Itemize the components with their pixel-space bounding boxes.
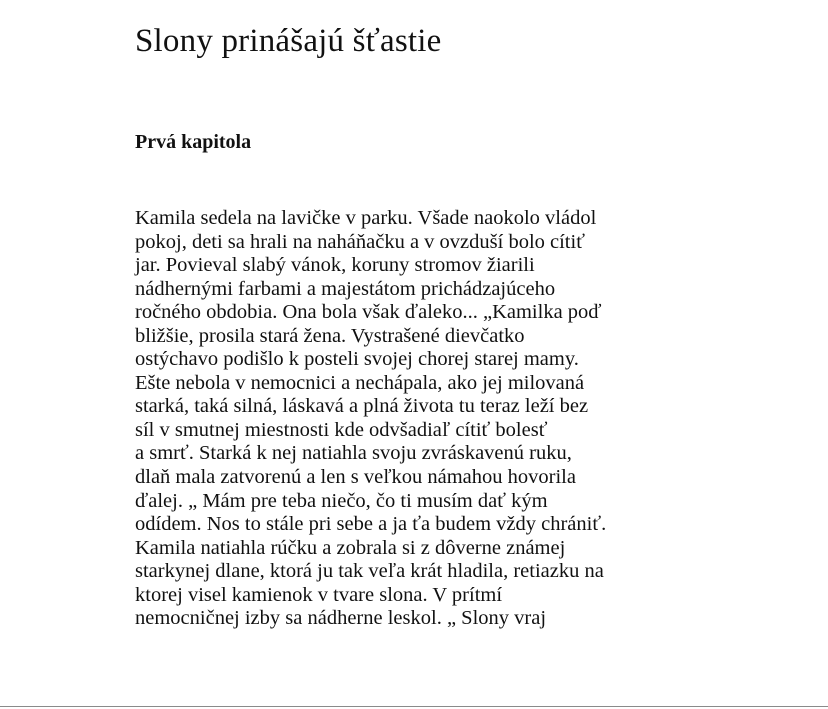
text-line: a smrť. Starká k nej natiahla svoju zvráskavenú ruku, [135, 442, 572, 465]
text-line: Ešte nebola v nemocnici a nechápala, ako jej milovaná [135, 371, 585, 394]
text-line: ročného obdobia. Ona bola však ďaleko... „Kamilka poď [135, 301, 602, 324]
chapter-heading: Prvá kapitola [135, 131, 252, 153]
text-line: starká, taká silná, láskavá a plná života tu teraz leží bez [135, 395, 589, 418]
text-line: pokoj, deti sa hrali na naháňačku a v ovzduší bolo cítiť [135, 230, 585, 253]
text-line: odídem. Nos to stále pri sebe a ja ťa budem vždy chrániť. [135, 513, 607, 536]
text-line: jar. Povieval slabý vánok, koruny stromov žiarili [135, 254, 535, 277]
text-line: síl v smutnej miestnosti kde odvšadiaľ cítiť bolesť [135, 418, 548, 441]
text-line: ktorej visel kamienok v tvare slona. V prítmí [135, 583, 503, 606]
document-title: Slony prinášajú šťastie [135, 23, 442, 59]
text-line: starkynej dlane, ktorá ju tak veľa krát hladila, retiazku na [135, 560, 604, 583]
text-line: Kamila natiahla rúčku a zobrala si z dôverne známej [135, 536, 566, 559]
text-line: Kamila sedela na lavičke v parku. Všade naokolo vládol [135, 207, 597, 229]
body-paragraph [135, 207, 606, 631]
text-line: bližšie, prosila stará žena. Vystrašené dievčatko [135, 324, 525, 347]
text-line: dlaň mala zatvorenú a len s veľkou námahou hovorila [135, 466, 576, 489]
page-bottom-divider [0, 706, 828, 707]
text-line: nemocničnej izby sa nádherne leskol. „ Slony vraj [135, 607, 547, 630]
text-line: nádhernými farbami a majestátom prichádzajúceho [135, 277, 556, 300]
text-line: ďalej. „ Mám pre teba niečo, čo ti musím dať kým [135, 489, 548, 512]
text-line: ostýchavo podišlo k posteli svojej chorej starej mamy. [135, 348, 579, 371]
